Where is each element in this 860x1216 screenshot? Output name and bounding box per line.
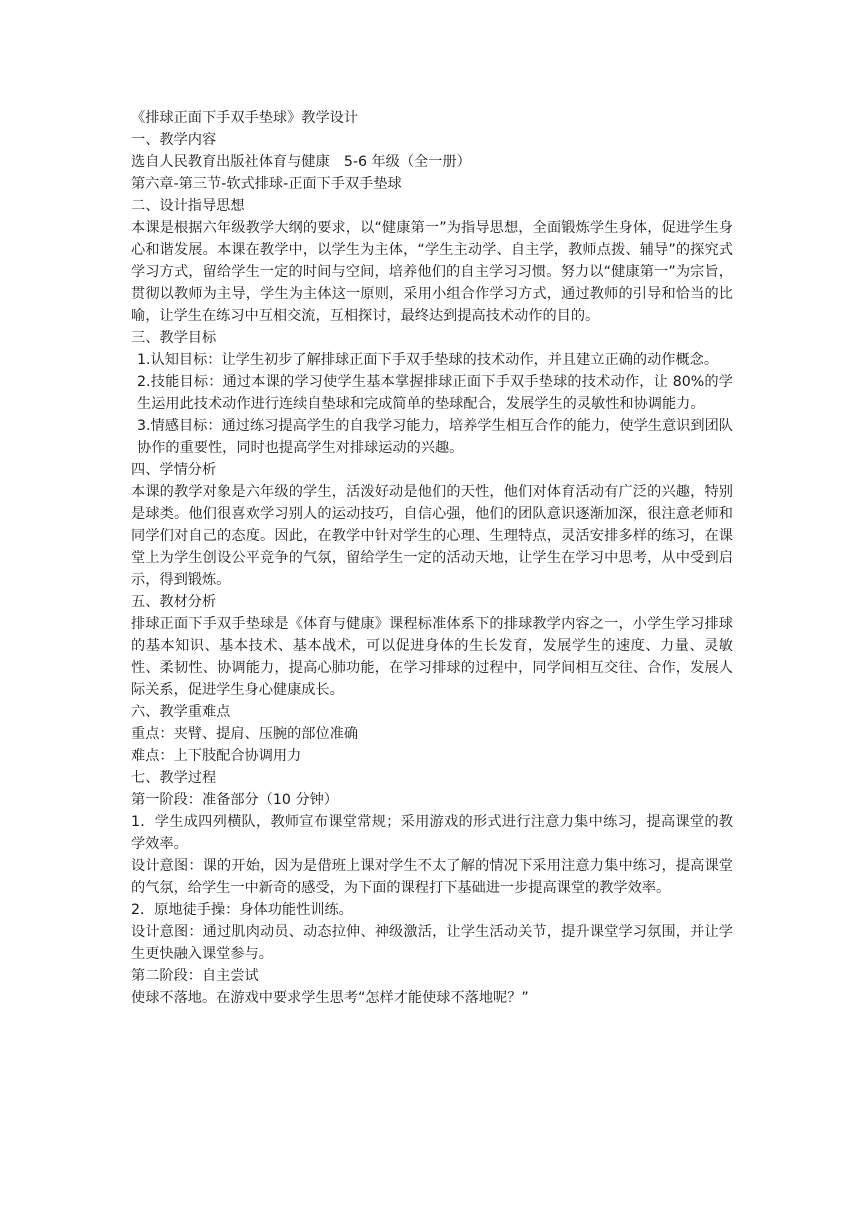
stage1-title: 第一阶段：准备部分（10 分钟） (131, 792, 339, 808)
material-analysis-paragraph: 排球正面下手双手垫球是《体育与健康》课程标准体系下的排球教学内容之一，小学生学习排球的基本知识、基本技术、基本战术，可以促进身体的生长发育，发展学生的速度、力量、灵敏性、柔韧性、协调能力，提高心肺功能，在学习排球的过程中，同学间相互交往、合作，发展人际关系，促进学生身心健康成长。 (131, 616, 733, 698)
stage1-intent2: 设计意图：通过肌肉动员、动态拉伸、神级激活，让学生活动关节，提升课堂学习氛围，并让学生更快融入课堂参与。 (131, 924, 733, 962)
objective-affective: 3.情感目标：通过练习提高学生的自我学习能力，培养学生相互合作的能力，使学生意识到团队协作的重要性，同时也提高学生对排球运动的兴趣。 (137, 418, 733, 456)
section-heading-guiding-idea: 二、设计指导思想 (131, 198, 245, 214)
objective-skill: 2.技能目标：通过本课的学习使学生基本掌握排球正面下手双手垫球的技术动作，让 80%的学生运用此技术动作进行连续自垫球和完成简单的垫球配合，发展学生的灵敏性和协调能力。 (137, 374, 733, 412)
guiding-idea-paragraph: 本课是根据六年级教学大纲的要求，以“健康第一”为指导思想，全面锻炼学生身体，促进学生身心和谐发展。本课在教学中，以学生为主体，“学生主动学、自主学，教师点拨、辅导”的探究式学习方式，留给学生一定的时间与空间，培养他们的自主学习习惯。努力以“健康第一”为宗旨，贯彻以教师为主导，学生为主体这一原则，采用小组合作学习方式，通过教师的引导和恰当的比喻，让学生在练习中互相交流，互相探讨，最终达到提高技术动作的目的。 (131, 220, 733, 324)
section-heading-content: 一、教学内容 (131, 132, 217, 148)
key-point: 重点：夹臂、提肩、压腕的部位准确 (131, 726, 359, 742)
stage2-text: 使球不落地。在游戏中要求学生思考“怎样才能使球不落地呢？” (131, 990, 529, 1006)
document-title: 《排球正面下手双手垫球》教学设计 (131, 110, 359, 126)
stage2-title: 第二阶段：自主尝试 (131, 968, 259, 984)
textbook-source: 选自人民教育出版社体育与健康 5-6 年级（全一册） (131, 154, 471, 170)
document-body (131, 107, 733, 1009)
section-heading-key-points: 六、教学重难点 (131, 704, 231, 720)
objective-cognitive: 1.认知目标：让学生初步了解排球正面下手双手垫球的技术动作，并且建立正确的动作概念。 (137, 352, 719, 368)
chapter-reference: 第六章-第三节-软式排球-正面下手双手垫球 (131, 176, 402, 192)
section-heading-material-analysis: 五、教材分析 (131, 594, 217, 610)
section-heading-process: 七、教学过程 (131, 770, 217, 786)
stage1-intent1: 设计意图：课的开始，因为是借班上课对学生不太了解的情况下采用注意力集中练习，提高课堂的气氛，给学生一中新奇的感受，为下面的课程打下基础进一步提高课堂的教学效率。 (131, 858, 733, 896)
stage1-item1: 1．学生成四列横队，教师宣布课堂常规；采用游戏的形式进行注意力集中练习，提高课堂的教学效率。 (131, 814, 733, 852)
section-heading-learner-analysis: 四、学情分析 (131, 462, 217, 478)
difficulty-point: 难点：上下肢配合协调用力 (131, 748, 302, 764)
section-heading-objectives: 三、教学目标 (131, 330, 217, 346)
learner-analysis-paragraph: 本课的教学对象是六年级的学生，活泼好动是他们的天性，他们对体育活动有广泛的兴趣，特别是球类。他们很喜欢学习别人的运动技巧，自信心强，他们的团队意识逐渐加深，很注意老师和同学们对自己的态度。因此，在教学中针对学生的心理、生理特点，灵活安排多样的练习，在课堂上为学生创设公平竞争的气氛，留给学生一定的活动天地，让学生在学习中思考，从中受到启示，得到锻炼。 (131, 484, 733, 588)
stage1-item2: 2．原地徒手操：身体功能性训练。 (131, 902, 353, 918)
